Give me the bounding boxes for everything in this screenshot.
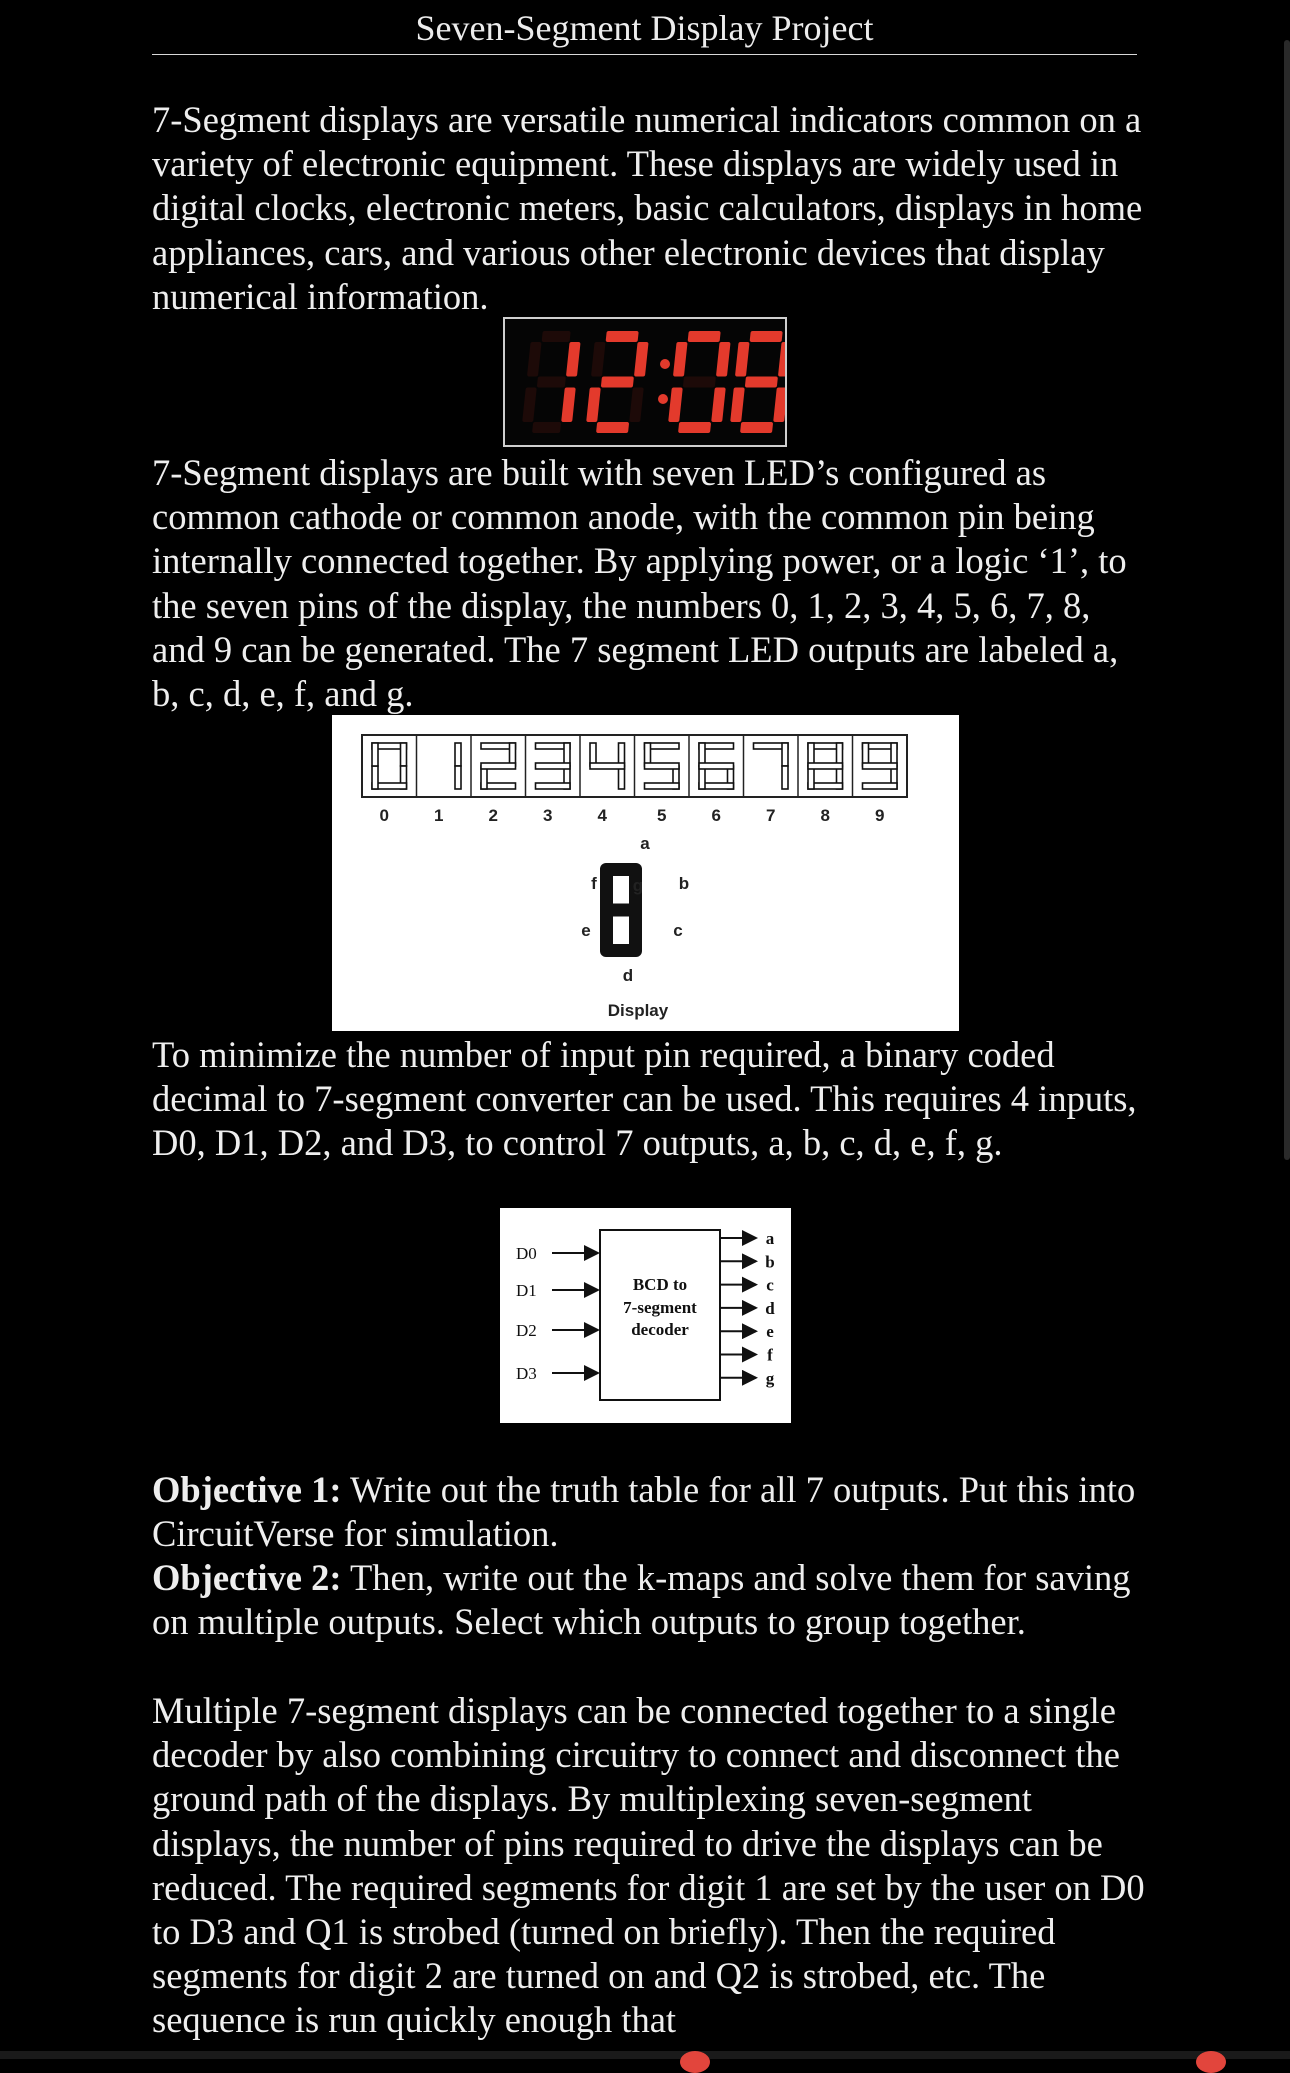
red-indicator-right: [1196, 2051, 1226, 2073]
clock-digit-4: [730, 331, 785, 433]
objective-1-text: Write out the truth table for all 7 outputs. Put this into CircuitVerse for simulation.: [152, 1469, 1136, 1555]
decoder-input-D1: D1: [516, 1281, 537, 1300]
segment-label-d: d: [622, 966, 634, 985]
clock-digits: [505, 319, 785, 445]
decoder-label-line-2: 7-segment: [623, 1298, 697, 1317]
decoder-output-g: g: [765, 1368, 775, 1388]
objective-1: [152, 1468, 1152, 1556]
decoder-output-b: b: [765, 1252, 775, 1272]
segment-label-a: a: [640, 834, 650, 853]
digit-label-2: 2: [488, 806, 498, 825]
bottom-bar: [0, 2051, 1290, 2059]
digit-label-8: 8: [820, 806, 830, 825]
digit-label-5: 5: [657, 806, 667, 825]
segment-label-c: c: [673, 921, 683, 940]
led-paragraph: 7-Segment displays are built with seven LED’s configured as common cathode or common anode, with the common pin being internally connected together. By applying power, or a logic ‘1’, to the seven pins of the display, the numbers 0, 1, 2, 3, 4, 5, 6, 7, 8, and 9 can be generated. The 7 segment LED outputs are labeled a, b, c, d, e, f, and g.: [152, 452, 1127, 715]
digit-label-0: 0: [379, 806, 389, 825]
objective-2: [152, 1556, 1152, 1644]
red-indicator-left: [680, 2051, 710, 2073]
objective-2-label: Objective 2:: [152, 1557, 342, 1598]
digit-label-1: 1: [434, 806, 444, 825]
objective-2-text: Then, write out the k-maps and solve them for saving on multiple outputs. Select which outputs to group together.: [152, 1557, 1131, 1643]
digit-label-7: 7: [766, 806, 776, 825]
clock-digit-1: [522, 331, 580, 433]
digit-glyph-1: [455, 743, 461, 789]
decoder-input-D3: D3: [516, 1364, 537, 1383]
objective-1-label: Objective 1:: [152, 1469, 342, 1510]
decoder-label-line-1: BCD to: [632, 1275, 688, 1294]
digits-figure: [332, 715, 959, 1031]
decoder-output-f: f: [767, 1345, 773, 1365]
decoder-output-d: d: [765, 1298, 775, 1318]
clock-colon-top: [660, 359, 670, 369]
segment-label-f: f: [591, 874, 597, 893]
decoder-output-e: e: [766, 1322, 774, 1342]
clock-colon-bottom: [658, 394, 668, 404]
scrollbar[interactable]: [1284, 40, 1290, 1160]
display-caption: Display: [607, 1001, 669, 1020]
digit-label-4: 4: [597, 806, 607, 825]
segment-label-b: b: [678, 874, 690, 893]
intro-paragraph: 7-Segment displays are versatile numerical indicators common on a variety of electronic equipment. These displays are widely used in digital clocks, electronic meters, basic calculators, displays in home appliances, cars, and various other electronic devices that display numerical information.: [152, 99, 1143, 317]
bcd-paragraph: To minimize the number of input pin required, a binary coded decimal to 7-segment converter can be used. This requires 4 inputs, D0, D1, D2, and D3, to control 7 outputs, a, b, c, d, e, f, g.: [152, 1034, 1137, 1164]
digit-label-9: 9: [875, 806, 885, 825]
segment-label-g: g: [632, 876, 644, 895]
decoder-input-D0: D0: [516, 1244, 537, 1263]
digit-label-3: 3: [543, 806, 553, 825]
segment-label-e: e: [581, 921, 591, 940]
multiplex-paragraph: Multiple 7-segment displays can be connected together to a single decoder by also combining circuitry to connect and disconnect the ground path of the displays. By multiplexing seven-segment displays, the number of pins required to drive the displays can be reduced. The required segments for digit 1 are set by the user on D0 to D3 and Q1 is strobed (turned on briefly). Then the required segments for digit 2 are turned on and Q2 is strobed, etc. The sequence is run quickly enough that: [152, 1690, 1145, 2041]
digit-label-6: 6: [711, 806, 721, 825]
clock-display-image: [503, 317, 787, 447]
document-title: Seven-Segment Display Project: [152, 4, 1137, 55]
decoder-output-a: a: [765, 1229, 775, 1248]
decoder-input-D2: D2: [516, 1321, 537, 1340]
decoder-label-line-3: decoder: [631, 1320, 689, 1339]
decoder-figure: [500, 1208, 791, 1423]
clock-digit-2: [586, 331, 648, 433]
decoder-output-c: c: [766, 1275, 774, 1295]
clock-digit-3: [668, 331, 730, 433]
